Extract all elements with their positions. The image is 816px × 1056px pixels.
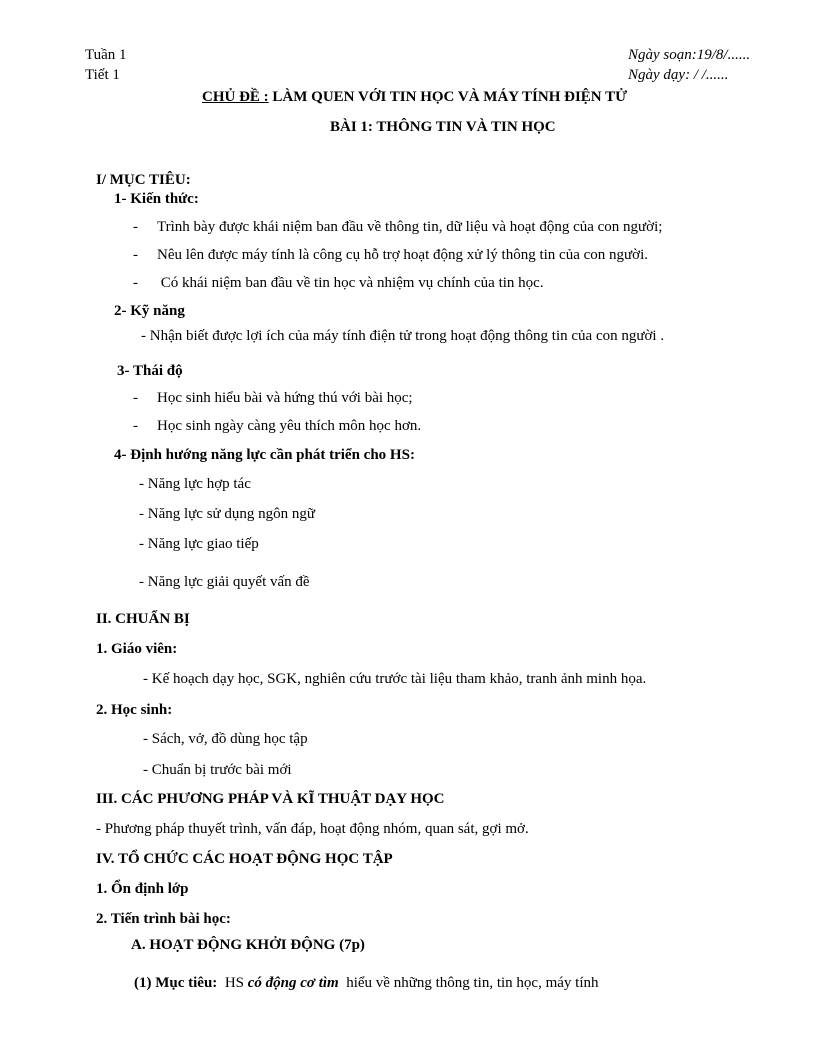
- activity-a-heading: A. HOẠT ĐỘNG KHỞI ĐỘNG (7p): [131, 937, 365, 953]
- bullet-dash: -: [133, 275, 138, 291]
- process-heading: 2. Tiến trình bài học:: [96, 911, 231, 927]
- skills-item: - Nhận biết được lợi ích của máy tính điện tử trong hoạt động thông tin của con người .: [141, 328, 665, 344]
- methods-text: - Phương pháp thuyết trình, vấn đáp, hoạt động nhóm, quan sát, gợi mở.: [96, 821, 529, 837]
- competency-item: - Năng lực sử dụng ngôn ngữ: [139, 506, 316, 522]
- goal-line: [119, 956, 599, 1010]
- student-item: - Sách, vở, đồ dùng học tập: [143, 731, 308, 747]
- competency-item: - Năng lực giao tiếp: [139, 536, 259, 552]
- skills-heading: 2- Kỹ năng: [114, 303, 185, 319]
- header-date-prepared: Ngày soạn:19/8/......: [628, 47, 751, 63]
- competency-item: - Năng lực hợp tác: [139, 476, 251, 492]
- header-week: Tuần 1: [85, 47, 127, 63]
- topic-label: CHỦ ĐỀ :: [202, 89, 269, 105]
- goal-prefix: HS: [217, 975, 248, 991]
- topic-line: [202, 88, 627, 106]
- bullet-dash: -: [133, 247, 138, 263]
- competencies-heading: 4- Định hướng năng lực cần phát triển cho HS:: [114, 447, 415, 463]
- bullet-dash: -: [133, 390, 138, 406]
- goal-suffix: hiểu về những thông tin, tin học, máy tính: [338, 975, 599, 991]
- header-period: Tiết 1: [85, 67, 120, 83]
- lesson-title: BÀI 1: THÔNG TIN VÀ TIN HỌC: [330, 119, 556, 135]
- objectives-heading: I/ MỤC TIÊU:: [96, 172, 191, 188]
- activities-heading: IV. TỔ CHỨC CÁC HOẠT ĐỘNG HỌC TẬP: [96, 851, 393, 867]
- attitude-heading: 3- Thái độ: [117, 363, 183, 379]
- goal-emphasis: có động cơ tìm: [247, 975, 339, 991]
- attitude-item: - Học sinh hiểu bài và hứng thú với bài học;: [133, 390, 413, 406]
- knowledge-heading: 1- Kiến thức:: [114, 191, 199, 207]
- student-heading: 2. Học sinh:: [96, 702, 173, 718]
- methods-heading: III. CÁC PHƯƠNG PHÁP VÀ KĨ THUẬT DẠY HỌC: [96, 791, 445, 807]
- attitude-item: - Học sinh ngày càng yêu thích môn học hơn.: [133, 418, 422, 434]
- competency-item: - Năng lực giải quyết vấn đề: [139, 574, 310, 590]
- goal-label: (1) Mục tiêu:: [134, 975, 218, 991]
- topic-title: LÀM QUEN VỚI TIN HỌC VÀ MÁY TÍNH ĐIỆN TỬ: [268, 89, 628, 105]
- student-item: - Chuẩn bị trước bài mới: [143, 762, 292, 778]
- preparation-heading: II. CHUẨN BỊ: [96, 611, 190, 627]
- knowledge-item: - Trình bày được khái niệm ban đầu về thông tin, dữ liệu và hoạt động của con người;: [133, 219, 663, 235]
- knowledge-item: - Nêu lên được máy tính là công cụ hỗ trợ hoạt động xử lý thông tin của con người.: [133, 247, 649, 263]
- header-date-taught: Ngày dạy: / /......: [628, 67, 729, 83]
- knowledge-item: - Có khái niệm ban đầu về tin học và nhiệm vụ chính của tin học.: [133, 275, 544, 291]
- teacher-item: - Kế hoạch dạy học, SGK, nghiên cứu trước tài liệu tham khảo, tranh ảnh minh họa.: [143, 671, 647, 687]
- bullet-dash: -: [133, 219, 138, 235]
- class-setup-heading: 1. Ổn định lớp: [96, 881, 189, 897]
- teacher-heading: 1. Giáo viên:: [96, 641, 178, 657]
- bullet-dash: -: [133, 418, 138, 434]
